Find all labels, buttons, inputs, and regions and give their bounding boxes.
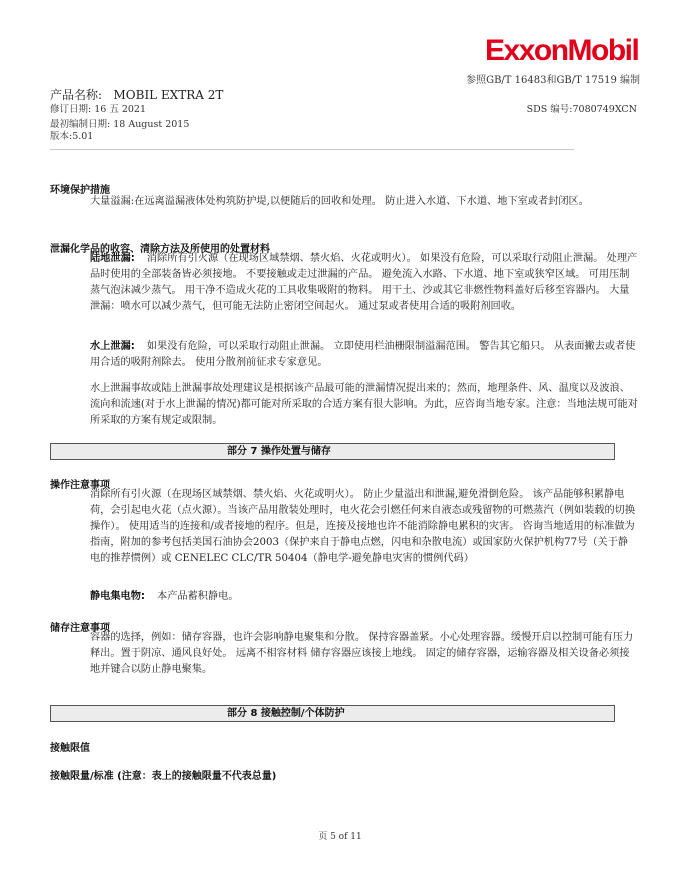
last-edit-date: 最初编制日期: 18 August 2015	[50, 119, 190, 130]
land-spill-paragraph	[90, 251, 638, 315]
sds-number: SDS 编号:7080749XCN	[526, 104, 637, 115]
spill-heading: 泄漏化学品的收容、清除方法及所使用的处置材料	[50, 244, 270, 255]
storage-text: 容器的选择，例如：储存容器，也许会影响静电聚集和分散。 保持容器盖紧。小心处理容器。缓慢开启以控制可能有压力释出。置于阴凉、通风良好处。 远离不相容材料 储存容器应该接上地线。 固定的储存容器，运输容器及相关设备必须接地并键合以防止静电聚集。	[90, 632, 634, 675]
section-8-title: 部分 8 接触控制/个体防护	[227, 708, 345, 719]
static-paragraph	[90, 589, 638, 605]
version: 版本:5.01	[50, 131, 94, 142]
revision-date: 修订日期: 16 五 2021	[50, 104, 147, 115]
page-number: 页 5 of 11	[318, 832, 362, 842]
land-spill-text: 消除所有引火源（在现场区域禁烟、禁火焰、火花或明火）。 如果没有危险，可以采取行动阻止泄漏。 处理产品时使用的全部装备皆必须接地。 不要接触或走过泄漏的产品。 避免流入水路、下水道、地下室或狭窄区域。 可用压制蒸气泡沫减少蒸气。 用干净不造成火花的工具收集吸附的物料。 用干土、沙或其它非燃性物料盖好后移至容器内。 大量泄漏：喷水可以减少蒸气，但可能无法防止密闭空间起火。 通过泵或者使用合适的吸附剂回收。	[90, 253, 638, 312]
handling-heading: 操作注意事项	[50, 480, 110, 491]
exposure-limits-heading: 接触限值	[50, 743, 90, 754]
product-name: MOBIL EXTRA 2T	[113, 88, 224, 102]
storage-heading: 储存注意事项	[50, 623, 110, 634]
static-label: 静电集电物:	[90, 591, 146, 602]
exxonmobil-logo: ExxonMobil	[485, 34, 639, 67]
spill-advice-text: 水上泄漏事故或陆上泄漏事故处理建议是根据该产品最可能的泄漏情况提出来的；然而，地理条件、风、温度以及波浪、流向和流速(对于水上泄漏的情况)都可能对所采取的合适方案有很大影响。为此，应咨询当地专家。注意：当地法规可能对所采取的方案有规定或限制。	[90, 383, 638, 426]
section-7-title: 部分 7 操作处置与储存	[227, 446, 331, 457]
water-spill-paragraph	[90, 339, 638, 371]
exposure-limits-subheading: 接触限量/标准 (注意：表上的接触限量不代表总量)	[50, 771, 277, 782]
handling-text: 消除所有引火源（在现场区域禁烟、禁火焰、火花或明火）。 防止少量溢出和泄漏,避免滑倒危险。 该产品能够积累静电荷，会引起电火花（点火源）。当该产品用散装处理时，电火花会引燃任何来自液态或残留物的可燃蒸汽（例如装载的切换操作）。 使用适当的连接和/或者接地的程序。但是，连接及接地也许不能消除静电累积的灾害。 咨询当地适用的标准做为指南，附加的参考包括美国石油协会2003（保护来自于静电点燃，闪电和杂散电流）或国家防火保护机构77号（关于静电的推荐惯例）或 CENELEC CLC/TR 50404（静电学-避免静电灾害的惯例代码）	[90, 489, 636, 564]
land-spill-label: 陆地泄漏:	[90, 253, 135, 264]
env-text: 大量溢漏:在远离溢漏液体处构筑防护堤,以便随后的回收和处理。 防止进入水道、下水道、地下室或者封闭区。	[90, 196, 589, 207]
water-spill-text: 如果没有危险，可以采取行动阻止泄漏。 立即使用栏油栅限制溢漏范围。 警告其它船只。 从表面撇去或者使用合适的吸附剂除去。 使用分散剂前征求专家意见。	[90, 341, 636, 368]
header-divider	[50, 149, 574, 150]
section-8-bar	[50, 705, 615, 722]
product-label: 产品名称:	[50, 88, 103, 102]
standard-reference: 参照GB/T 16483和GB/T 17519 编制	[466, 75, 640, 86]
water-spill-label: 水上泄漏:	[90, 341, 135, 352]
section-7-bar	[50, 443, 615, 460]
env-heading: 环境保护措施	[50, 185, 110, 196]
static-text: 本产品蓄积静电。	[157, 591, 239, 602]
